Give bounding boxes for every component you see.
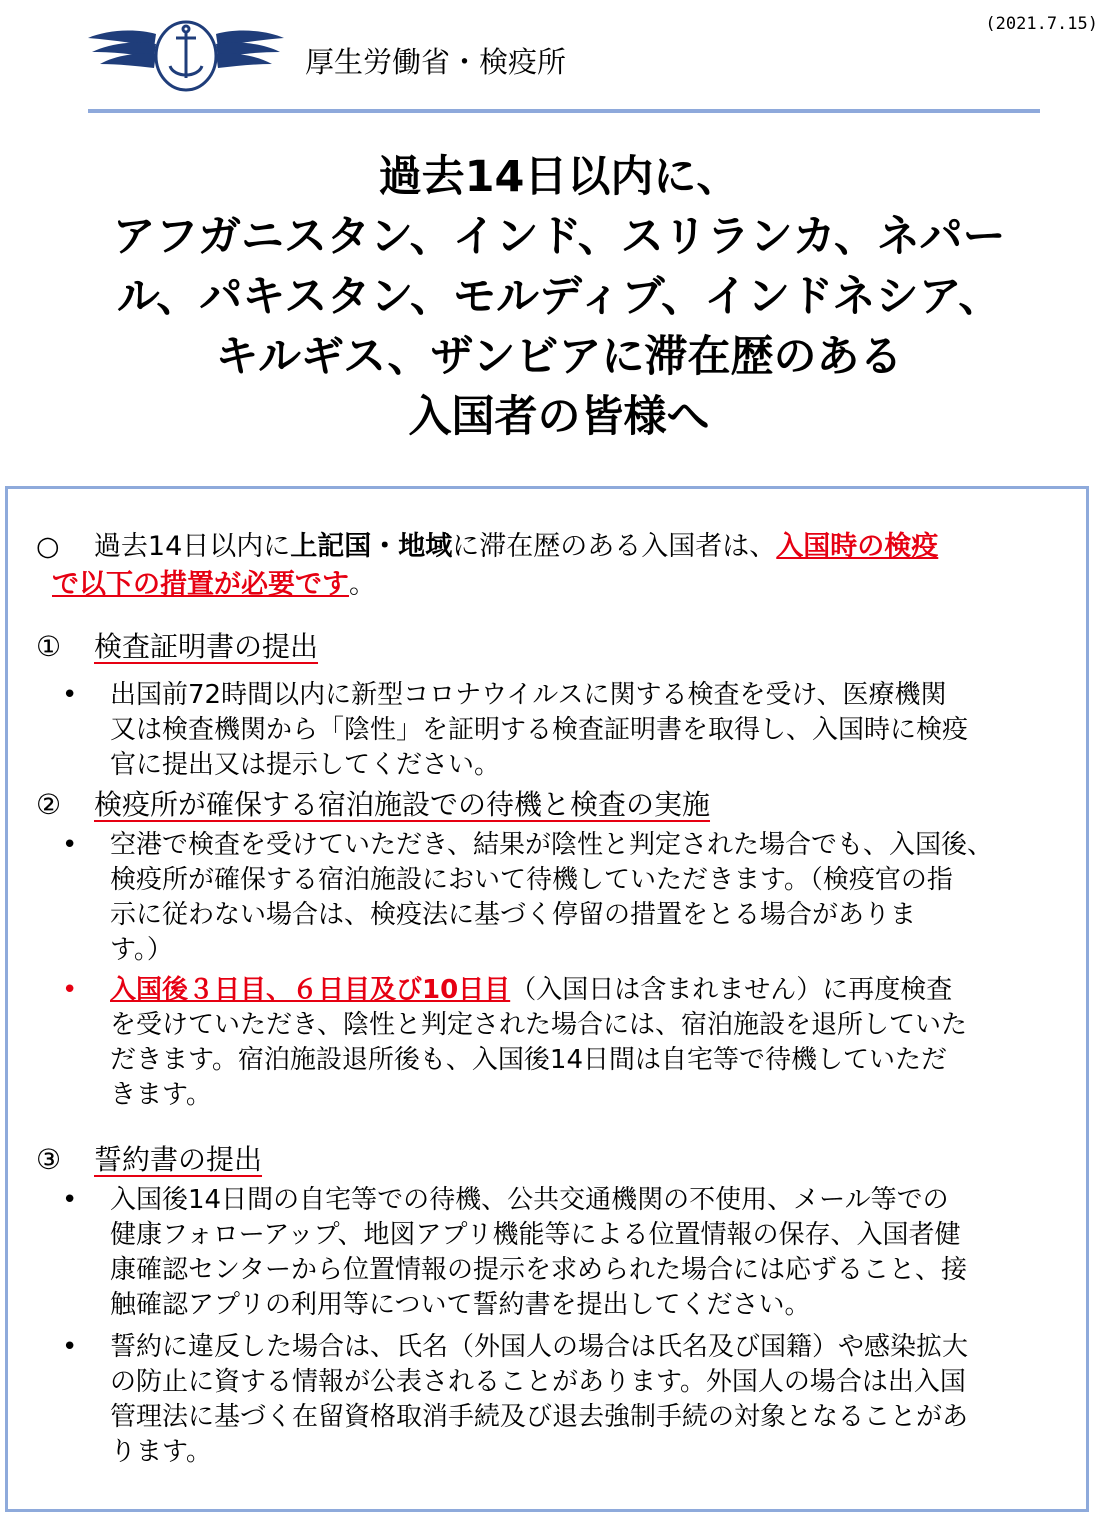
bullet-line: す。） xyxy=(110,935,173,965)
intro-line-2 xyxy=(36,566,1076,604)
bullet-line: 触確認アプリの利用等について誓約書を提出してください。 xyxy=(110,1290,811,1320)
bullet-line: の防止に資する情報が公表されることがあります。外国人の場合は出入国 xyxy=(110,1367,966,1397)
section-label: 検査証明書の提出 xyxy=(94,630,319,663)
bullet-line: 入国後14日間の自宅等での待機、公共交通機関の不使用、メール等での xyxy=(110,1185,949,1215)
bullet-line: 誓約に違反した場合は、氏名（外国人の場合は氏名及び国籍）や感染拡大 xyxy=(110,1332,969,1362)
bullet-text: （入国日は含まれません）に再度検査 xyxy=(510,975,953,1005)
bullet-line: 健康フォローアップ、地図アプリ機能等による位置情報の保存、入国者健 xyxy=(110,1220,961,1250)
agency-name: 厚生労働省・検疫所 xyxy=(305,45,567,79)
bullet-line: 又は検査機関から「陰性」を証明する検査証明書を取得し、入国時に検疫 xyxy=(110,715,969,745)
header-divider xyxy=(88,109,1040,113)
title-line: 過去14日以内に、 xyxy=(378,152,740,202)
bullet-dot: • xyxy=(62,1185,78,1215)
bullet-dot: • xyxy=(62,680,78,710)
quarantine-emblem-logo xyxy=(86,20,286,92)
bullet-line: 空港で検査を受けていただき、結果が陰性と判定された場合でも、入国後、 xyxy=(110,830,993,860)
section-heading-2 xyxy=(36,783,710,823)
bullet-line: 検疫所が確保する宿泊施設において待機していただきます。（検疫官の指 xyxy=(110,865,953,895)
section-heading-1 xyxy=(36,625,318,665)
section-number: ③ xyxy=(36,1143,62,1176)
bullet-line: 出国前72時間以内に新型コロナウイルスに関する検査を受け、医療機関 xyxy=(110,680,947,710)
bullet-line: 官に提出又は提示してください。 xyxy=(110,750,501,780)
bullet-dot: • xyxy=(62,830,78,860)
retest-days-emphasis: 入国後３日目、６日目及び10日目 xyxy=(110,975,511,1005)
section-label: 検疫所が確保する宿泊施設での待機と検査の実施 xyxy=(94,788,711,821)
intro-line-1 xyxy=(36,528,1076,566)
bullet-line: ります。 xyxy=(110,1437,212,1467)
document-date: (2021.7.15) xyxy=(985,14,1098,34)
intro-required-emphasis: 入国時の検疫 xyxy=(776,531,939,562)
bullet-line: だきます。宿泊施設退所後も、入国後14日間は自宅等で待機していただ xyxy=(110,1045,948,1075)
bullet-line: 康確認センターから位置情報の提示を求められた場合には応ずること、接 xyxy=(110,1255,967,1285)
bullet-line xyxy=(110,973,1090,1008)
title-line: キルギス、ザンビアに滞在歴のある xyxy=(215,332,903,382)
section-number: ① xyxy=(36,630,62,663)
title-line: アフガニスタン、インド、スリランカ、ネパー xyxy=(112,212,1006,262)
title-line: ル、パキスタン、モルディブ、インドネシア、 xyxy=(116,272,1002,322)
section-label: 誓約書の提出 xyxy=(94,1143,263,1176)
title-line: 入国者の皆様へ xyxy=(408,392,710,442)
page-title xyxy=(0,147,1118,447)
bullet-line: きます。 xyxy=(110,1080,212,1110)
section-heading-3 xyxy=(36,1138,262,1178)
intro-text: 過去14日以内に xyxy=(93,531,291,562)
bullet-line: 管理法に基づく在留資格取消手続及び退去強制手続の対象となることがあ xyxy=(110,1402,969,1432)
intro-text: 。 xyxy=(349,569,376,600)
circle-bullet: ○ xyxy=(36,531,60,562)
bullet-line: を受けていただき、陰性と判定された場合には、宿泊施設を退所していた xyxy=(110,1010,967,1040)
bullet-dot: • xyxy=(62,1332,78,1362)
bullet-dot: • xyxy=(62,975,78,1005)
bullet-line: 示に従わない場合は、検疫法に基づく停留の措置をとる場合がありま xyxy=(110,900,917,930)
intro-paragraph xyxy=(36,528,1076,604)
intro-countries-emphasis: 上記国・地域 xyxy=(290,531,453,562)
section-number: ② xyxy=(36,788,62,821)
intro-text: に滞在歴のある入国者は、 xyxy=(452,531,777,562)
intro-required-emphasis: で以下の措置が必要です xyxy=(52,569,349,600)
